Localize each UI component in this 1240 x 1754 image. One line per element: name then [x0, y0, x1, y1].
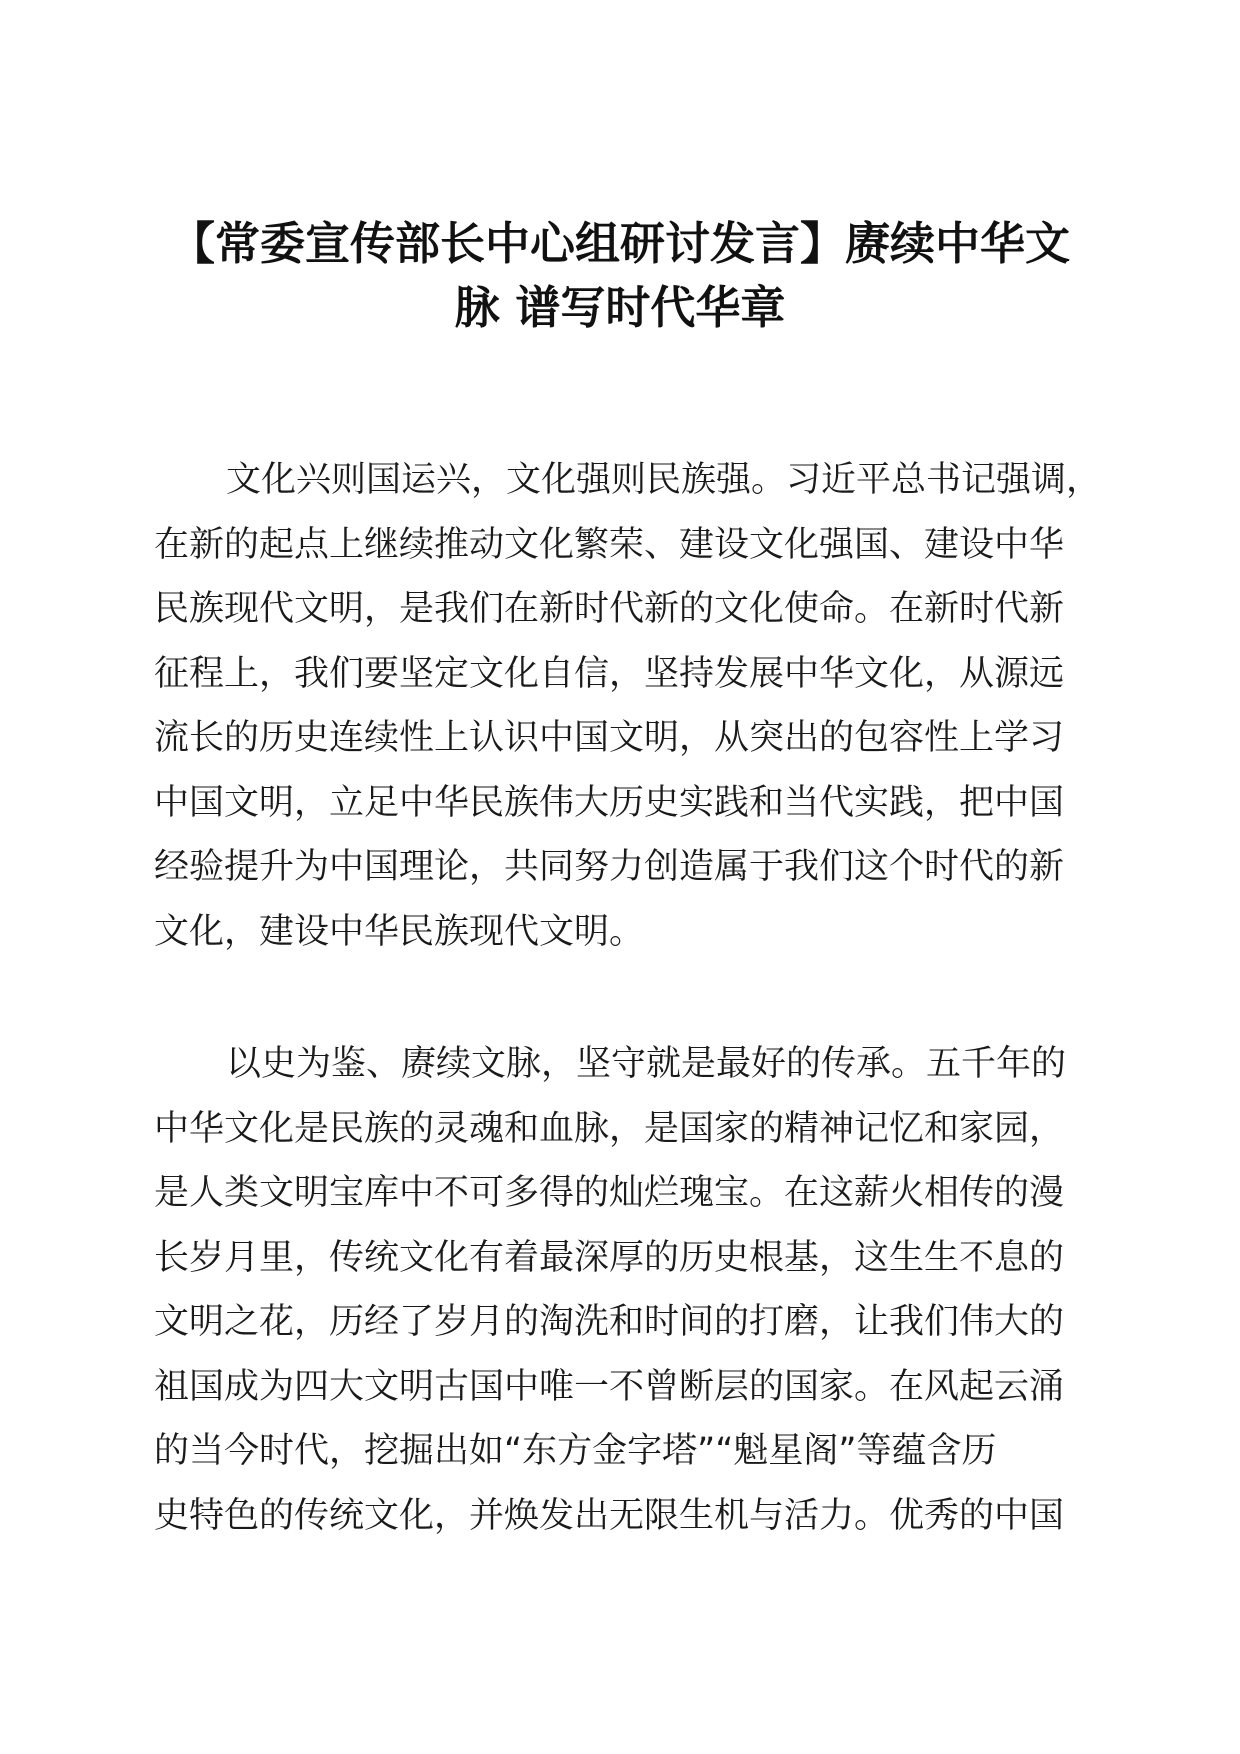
- text-line: 文明之花，历经了岁月的淘洗和时间的打磨，让我们伟大的: [154, 1302, 1065, 1342]
- title-line-1: 【常委宣传部长中心组研讨发言】赓续中华文: [169, 217, 1070, 270]
- text-line: 民族现代文明，是我们在新时代新的文化使命。在新时代新: [154, 589, 1065, 629]
- text-line: 中华文化是民族的灵魂和血脉，是国家的精神记忆和家园，: [154, 1108, 1065, 1149]
- text-line: 的当今时代，挖掘出如“东方金字塔”“魁星阁”等蕴含历: [154, 1431, 997, 1471]
- text-line: 经验提升为中国理论，共同努力创造属于我们这个时代的新: [154, 847, 1065, 887]
- text-line: 中国文明，立足中华民族伟大历史实践和当代实践，把中国: [154, 782, 1065, 823]
- document-title: [150, 212, 1090, 340]
- text-line: 征程上，我们要坚定文化自信，坚持发展中华文化，从源远: [154, 653, 1065, 694]
- title-line-2: 脉 谱写时代华章: [454, 281, 786, 334]
- paragraph-1: [154, 448, 1102, 964]
- text-line: 是人类文明宝库中不可多得的灿烂瑰宝。在这薪火相传的漫: [154, 1173, 1065, 1213]
- text-line: 文化，建设中华民族现代文明。: [154, 911, 645, 952]
- text-line: 史特色的传统文化，并焕发出无限生机与活力。优秀的中国: [154, 1495, 1065, 1536]
- text-line: 在新的起点上继续推动文化繁荣、建设文化强国、建设中华: [154, 524, 1065, 565]
- text-line: 长岁月里，传统文化有着最深厚的历史根基，这生生不息的: [154, 1237, 1065, 1278]
- text-line: 以史为鉴、赓续文脉，坚守就是最好的传承。五千年的: [226, 1044, 1067, 1084]
- text-line: 祖国成为四大文明古国中唯一不曾断层的国家。在风起云涌: [154, 1366, 1065, 1407]
- text-line: 流长的历史连续性上认识中国文明，从突出的包容性上学习: [154, 718, 1065, 758]
- paragraph-2: [154, 1032, 1084, 1548]
- text-line: 文化兴则国运兴，文化强则民族强。习近平总书记强调，: [226, 460, 1102, 500]
